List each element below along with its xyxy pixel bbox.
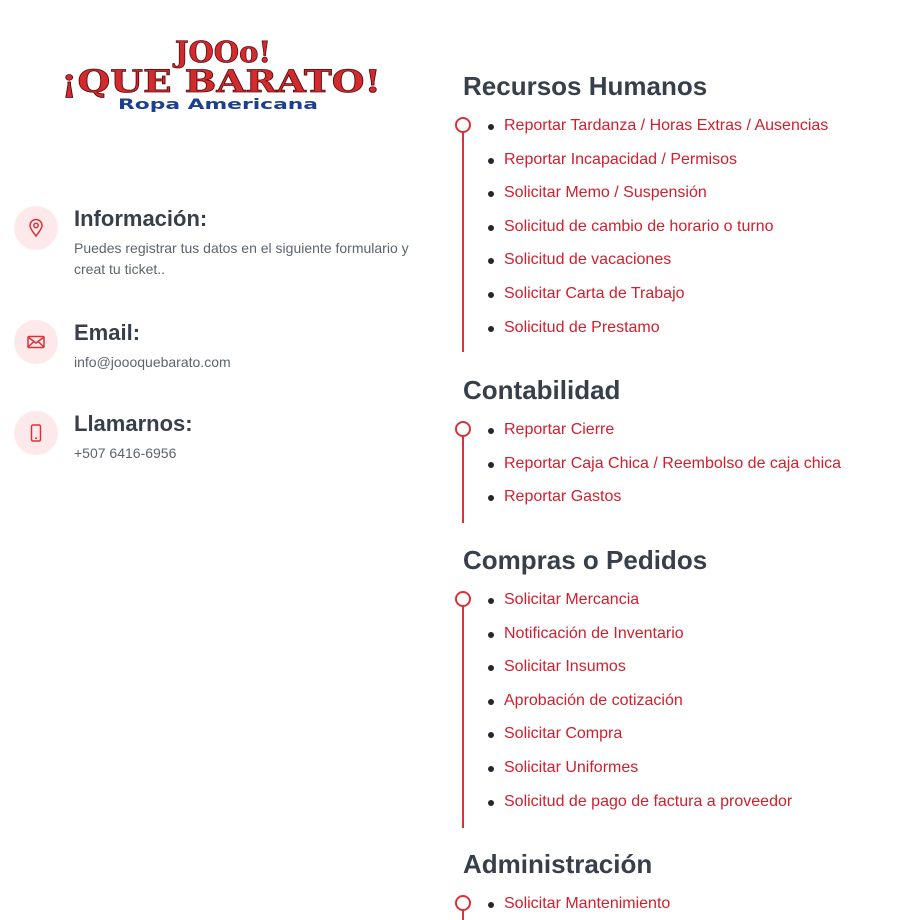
- timeline-dot-icon: [455, 421, 471, 437]
- location-pin-icon: [14, 206, 58, 250]
- section-administracion: [454, 846, 894, 920]
- list-item: [488, 657, 894, 691]
- timeline: [454, 590, 894, 825]
- link-prestamo[interactable]: Solicitud de Prestamo: [504, 318, 660, 336]
- link-solicitar-uniformes[interactable]: Solicitar Uniformes: [504, 758, 639, 776]
- link-vacaciones[interactable]: Solicitud de vacaciones: [504, 251, 672, 269]
- list-item: [488, 894, 894, 920]
- link-notificacion-inventario[interactable]: Notificación de Inventario: [504, 624, 684, 642]
- section-contabilidad: [454, 372, 894, 521]
- link-list: [454, 116, 894, 351]
- link-reportar-incapacidad[interactable]: Reportar Incapacidad / Permisos: [504, 150, 737, 168]
- email-link[interactable]: info@joooquebarato.com: [74, 354, 231, 370]
- timeline-dot-icon: [455, 591, 471, 607]
- link-caja-chica[interactable]: Reportar Caja Chica / Reembolso de caja chica: [504, 454, 842, 472]
- timeline-line: [462, 910, 464, 920]
- link-aprobacion-cotizacion[interactable]: Aprobación de cotización: [504, 691, 683, 709]
- logo-graphic: [58, 36, 388, 116]
- list-item: [488, 420, 894, 454]
- list-item: [488, 318, 894, 352]
- timeline: [454, 894, 894, 920]
- link-solicitar-memo[interactable]: Solicitar Memo / Suspensión: [504, 184, 707, 202]
- logo-line2: ¡QUE BARATO!: [61, 64, 381, 100]
- timeline-line: [462, 436, 464, 523]
- info-title: Llamarnos:: [74, 411, 193, 436]
- section-recursos-humanos: [454, 68, 894, 351]
- list-item: [488, 691, 894, 725]
- list-item: [488, 724, 894, 758]
- phone-icon: [14, 411, 58, 455]
- section-title: Compras o Pedidos: [463, 545, 708, 575]
- section-title: Administración: [463, 849, 653, 879]
- list-item: [488, 624, 894, 658]
- list-item: [488, 758, 894, 792]
- info-title: Email:: [74, 320, 141, 345]
- link-cambio-horario[interactable]: Solicitud de cambio de horario o turno: [504, 217, 774, 235]
- link-reportar-cierre[interactable]: Reportar Cierre: [504, 421, 615, 438]
- logo-line3: Ropa Americana: [118, 97, 318, 113]
- link-reportar-gastos[interactable]: Reportar Gastos: [504, 488, 622, 506]
- list-item: [488, 150, 894, 184]
- list-item: [488, 454, 894, 488]
- info-title: Información:: [74, 206, 208, 231]
- info-text: Puedes registrar tus datos en el siguiente formulario y creat tu ticket..: [74, 240, 409, 277]
- list-item: [488, 284, 894, 318]
- section-title: Recursos Humanos: [463, 71, 708, 101]
- link-solicitar-insumos[interactable]: Solicitar Insumos: [504, 658, 626, 676]
- timeline: [454, 420, 894, 521]
- link-carta-trabajo[interactable]: Solicitar Carta de Trabajo: [504, 284, 685, 302]
- list-item: [488, 792, 894, 826]
- section-compras-pedidos: [454, 542, 894, 825]
- brand-logo[interactable]: [58, 36, 388, 116]
- link-reportar-tardanza[interactable]: Reportar Tardanza / Horas Extras / Ausencias: [504, 117, 829, 134]
- link-list: [454, 420, 894, 521]
- envelope-icon: [14, 320, 58, 364]
- list-item: [488, 487, 894, 521]
- link-list: [454, 894, 894, 920]
- phone-link[interactable]: +507 6416-6956: [74, 445, 177, 461]
- logo-line1: JOOo!: [174, 36, 272, 69]
- link-solicitar-mantenimiento[interactable]: Solicitar Mantenimiento: [504, 895, 671, 912]
- timeline-dot-icon: [455, 895, 471, 911]
- link-pago-factura[interactable]: Solicitud de pago de factura a proveedor: [504, 792, 793, 810]
- link-list: [454, 590, 894, 825]
- list-item: [488, 590, 894, 624]
- link-solicitar-mercancia[interactable]: Solicitar Mercancia: [504, 591, 640, 608]
- timeline-line: [462, 132, 464, 352]
- list-item: [488, 116, 894, 150]
- list-item: [488, 250, 894, 284]
- list-item: [488, 217, 894, 251]
- section-title: Contabilidad: [463, 375, 621, 405]
- list-item: [488, 183, 894, 217]
- timeline: [454, 116, 894, 351]
- link-solicitar-compra[interactable]: Solicitar Compra: [504, 725, 623, 743]
- timeline-dot-icon: [455, 117, 471, 133]
- timeline-line: [462, 606, 464, 828]
